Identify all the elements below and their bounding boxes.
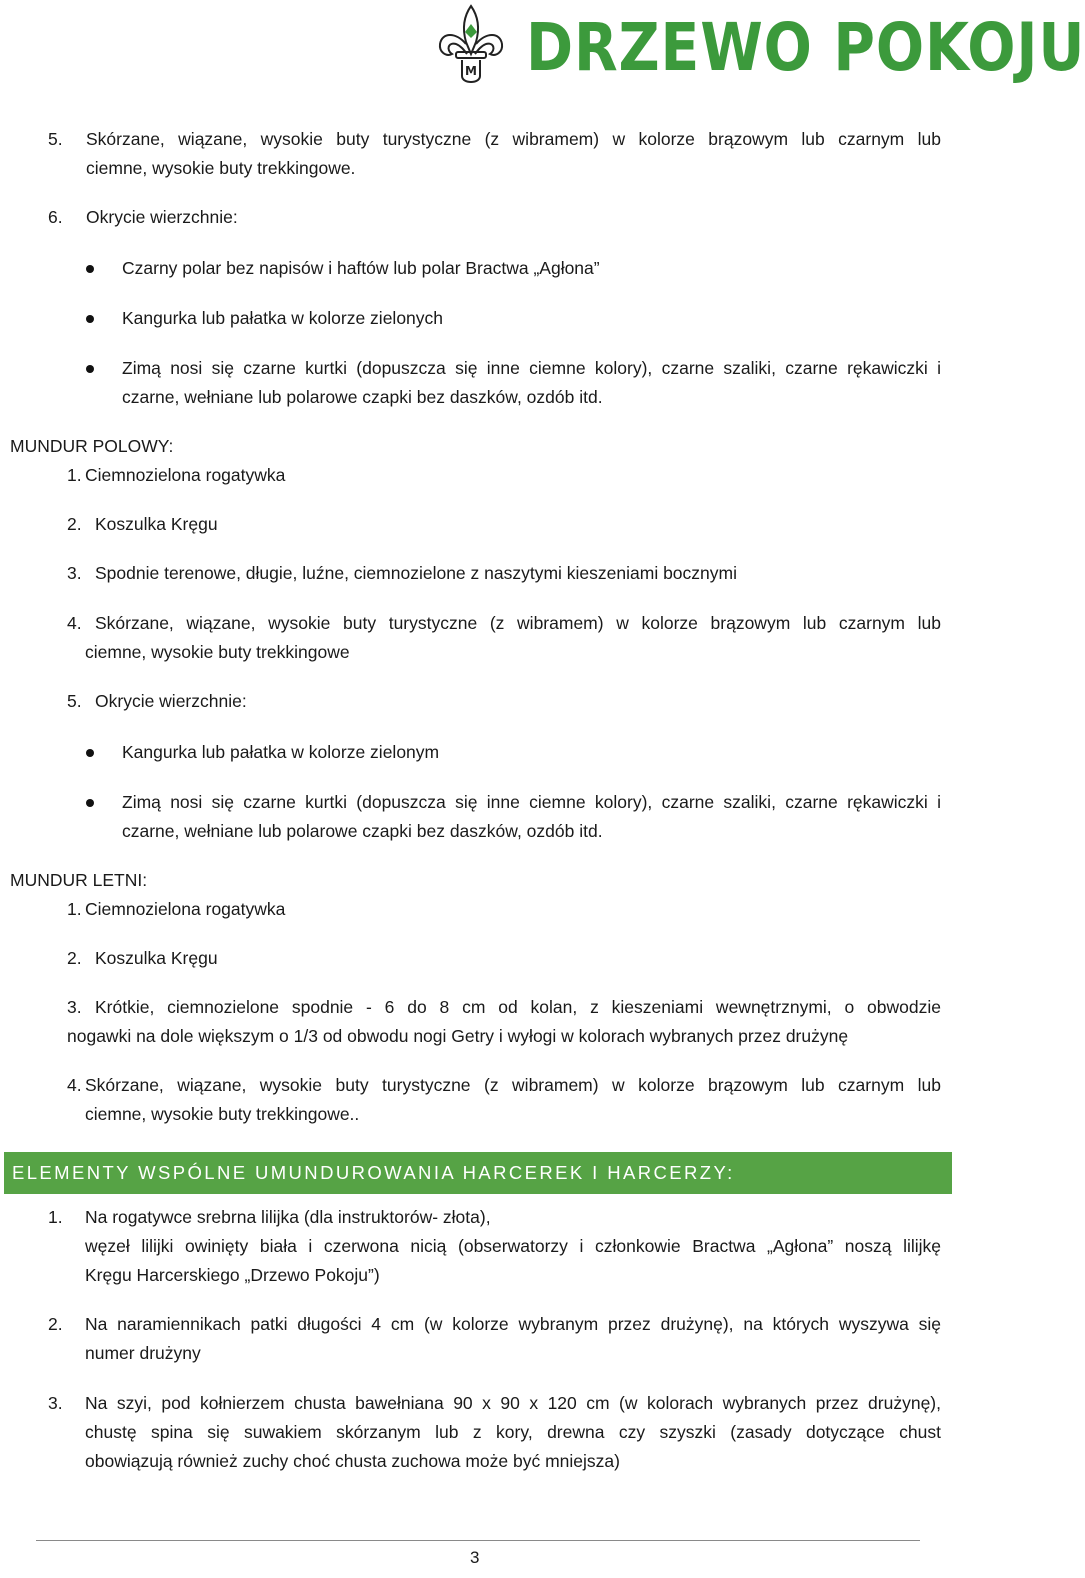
bullet-item-text: czarne, wełniane lub polarowe czapki bez daszków, ozdób itd.: [122, 821, 603, 841]
list-number: 6.: [48, 207, 63, 227]
list-item-text: ciemne, wysokie buty trekkingowe.: [86, 158, 356, 178]
list-item-text: Na naramiennikach patki długości 4 cm (w kolorze wybranym przez drużynę), na których wyszywa się: [85, 1314, 941, 1334]
list-item-text: Ciemnozielona rogatywka: [85, 465, 286, 485]
list-item-text: Na szyi, pod kołnierzem chusta bawełniana 90 x 90 x 120 cm (w kolorach wybranych przez drużynę),: [85, 1393, 941, 1413]
list-number: 2.: [48, 1314, 63, 1334]
logo-wordmark: DRZEWO POKOJU: [526, 9, 1085, 86]
list-item-text: Okrycie wierzchnie:: [95, 691, 247, 711]
list-item-text: Skórzane, wiązane, wysokie buty turystyczne (z wibramem) w kolorze brązowym lub czarnym lub: [86, 129, 941, 149]
list-item-text: obowiązują również zuchy choć chusta zuchowa może być mniejsza): [85, 1451, 620, 1471]
list-number: 5.: [48, 129, 63, 149]
bullet-icon: [86, 265, 94, 273]
list-item-text: chustę spina się suwakiem skórzanym lub z kory, drewna czy szyszki (zasady dotyczące chust: [85, 1422, 941, 1442]
bullet-item-text: Kangurka lub pałatka w kolorze zielonych: [122, 308, 444, 328]
svg-text:M: M: [465, 64, 477, 78]
list-item-text: Kręgu Harcerskiego „Drzewo Pokoju”): [85, 1265, 380, 1285]
list-item-text: numer drużyny: [85, 1343, 201, 1363]
section-heading-mundur-letni: MUNDUR LETNI:: [10, 870, 148, 890]
footer-rule: [36, 1540, 920, 1541]
list-item-text: Krótkie, ciemnozielone spodnie - 6 do 8 cm od kolan, z kieszeniami wewnętrznymi, o obwodzie: [95, 997, 941, 1017]
list-number: 3.: [48, 1393, 63, 1413]
list-item-text: Ciemnozielona rogatywka: [85, 899, 286, 919]
list-item-text: ciemne, wysokie buty trekkingowe: [85, 642, 350, 662]
list-item-text: Koszulka Kręgu: [95, 948, 218, 968]
list-item-text: Skórzane, wiązane, wysokie buty turystyczne (z wibramem) w kolorze brązowym lub czarnym lub: [85, 1075, 941, 1095]
list-item-text: węzeł lilijki owinięty biała i czerwona nicią (obserwatorzy i członkowie Bractwa „Agłona” noszą lilijkę: [85, 1236, 941, 1256]
bullet-icon: [86, 749, 94, 757]
list-number: 5.: [67, 691, 82, 711]
list-number: 1.: [67, 899, 82, 919]
list-item-text: Koszulka Kręgu: [95, 514, 218, 534]
section-heading-mundur-polowy: MUNDUR POLOWY:: [10, 436, 174, 456]
bullet-item-text: czarne, wełniane lub polarowe czapki bez daszków, ozdób itd.: [122, 387, 603, 407]
list-number: 1.: [67, 465, 82, 485]
fleur-de-lis-logo-icon: [436, 2, 506, 92]
bullet-icon: [86, 365, 94, 373]
list-item-text: Spodnie terenowe, długie, luźne, ciemnozielone z naszytymi kieszeniami bocznymi: [95, 563, 737, 583]
bullet-item-text: Zimą nosi się czarne kurtki (dopuszcza się inne ciemne kolory), czarne szaliki, czarne rękawiczki i: [122, 358, 941, 378]
list-number: 4.: [67, 613, 82, 633]
list-item-text: nogawki na dole większym o 1/3 od obwodu nogi Getry i wyłogi w kolorach wybranych przez drużynę: [67, 1026, 849, 1046]
bullet-icon: [86, 799, 94, 807]
list-number: 2.: [67, 514, 82, 534]
page-number: 3: [470, 1548, 480, 1567]
bullet-item-text: Zimą nosi się czarne kurtki (dopuszcza się inne ciemne kolory), czarne szaliki, czarne rękawiczki i: [122, 792, 941, 812]
list-item-text: Okrycie wierzchnie:: [86, 207, 238, 227]
list-item-text: ciemne, wysokie buty trekkingowe..: [85, 1104, 360, 1124]
bullet-item-text: Czarny polar bez napisów i haftów lub polar Bractwa „Agłona”: [122, 258, 600, 278]
list-item-text: Skórzane, wiązane, wysokie buty turystyczne (z wibramem) w kolorze brązowym lub czarnym lub: [95, 613, 941, 633]
list-number: 2.: [67, 948, 82, 968]
list-number: 1.: [48, 1207, 63, 1227]
list-item-text: Na rogatywce srebrna lilijka (dla instruktorów- złota),: [85, 1207, 491, 1227]
bullet-item-text: Kangurka lub pałatka w kolorze zielonym: [122, 742, 440, 762]
list-number: 3.: [67, 997, 82, 1017]
bullet-icon: [86, 315, 94, 323]
section-title: ELEMENTY WSPÓLNE UMUNDUROWANIA HARCEREK I HARCERZY:: [12, 1162, 735, 1183]
list-number: 4.: [67, 1075, 82, 1095]
list-number: 3.: [67, 563, 82, 583]
